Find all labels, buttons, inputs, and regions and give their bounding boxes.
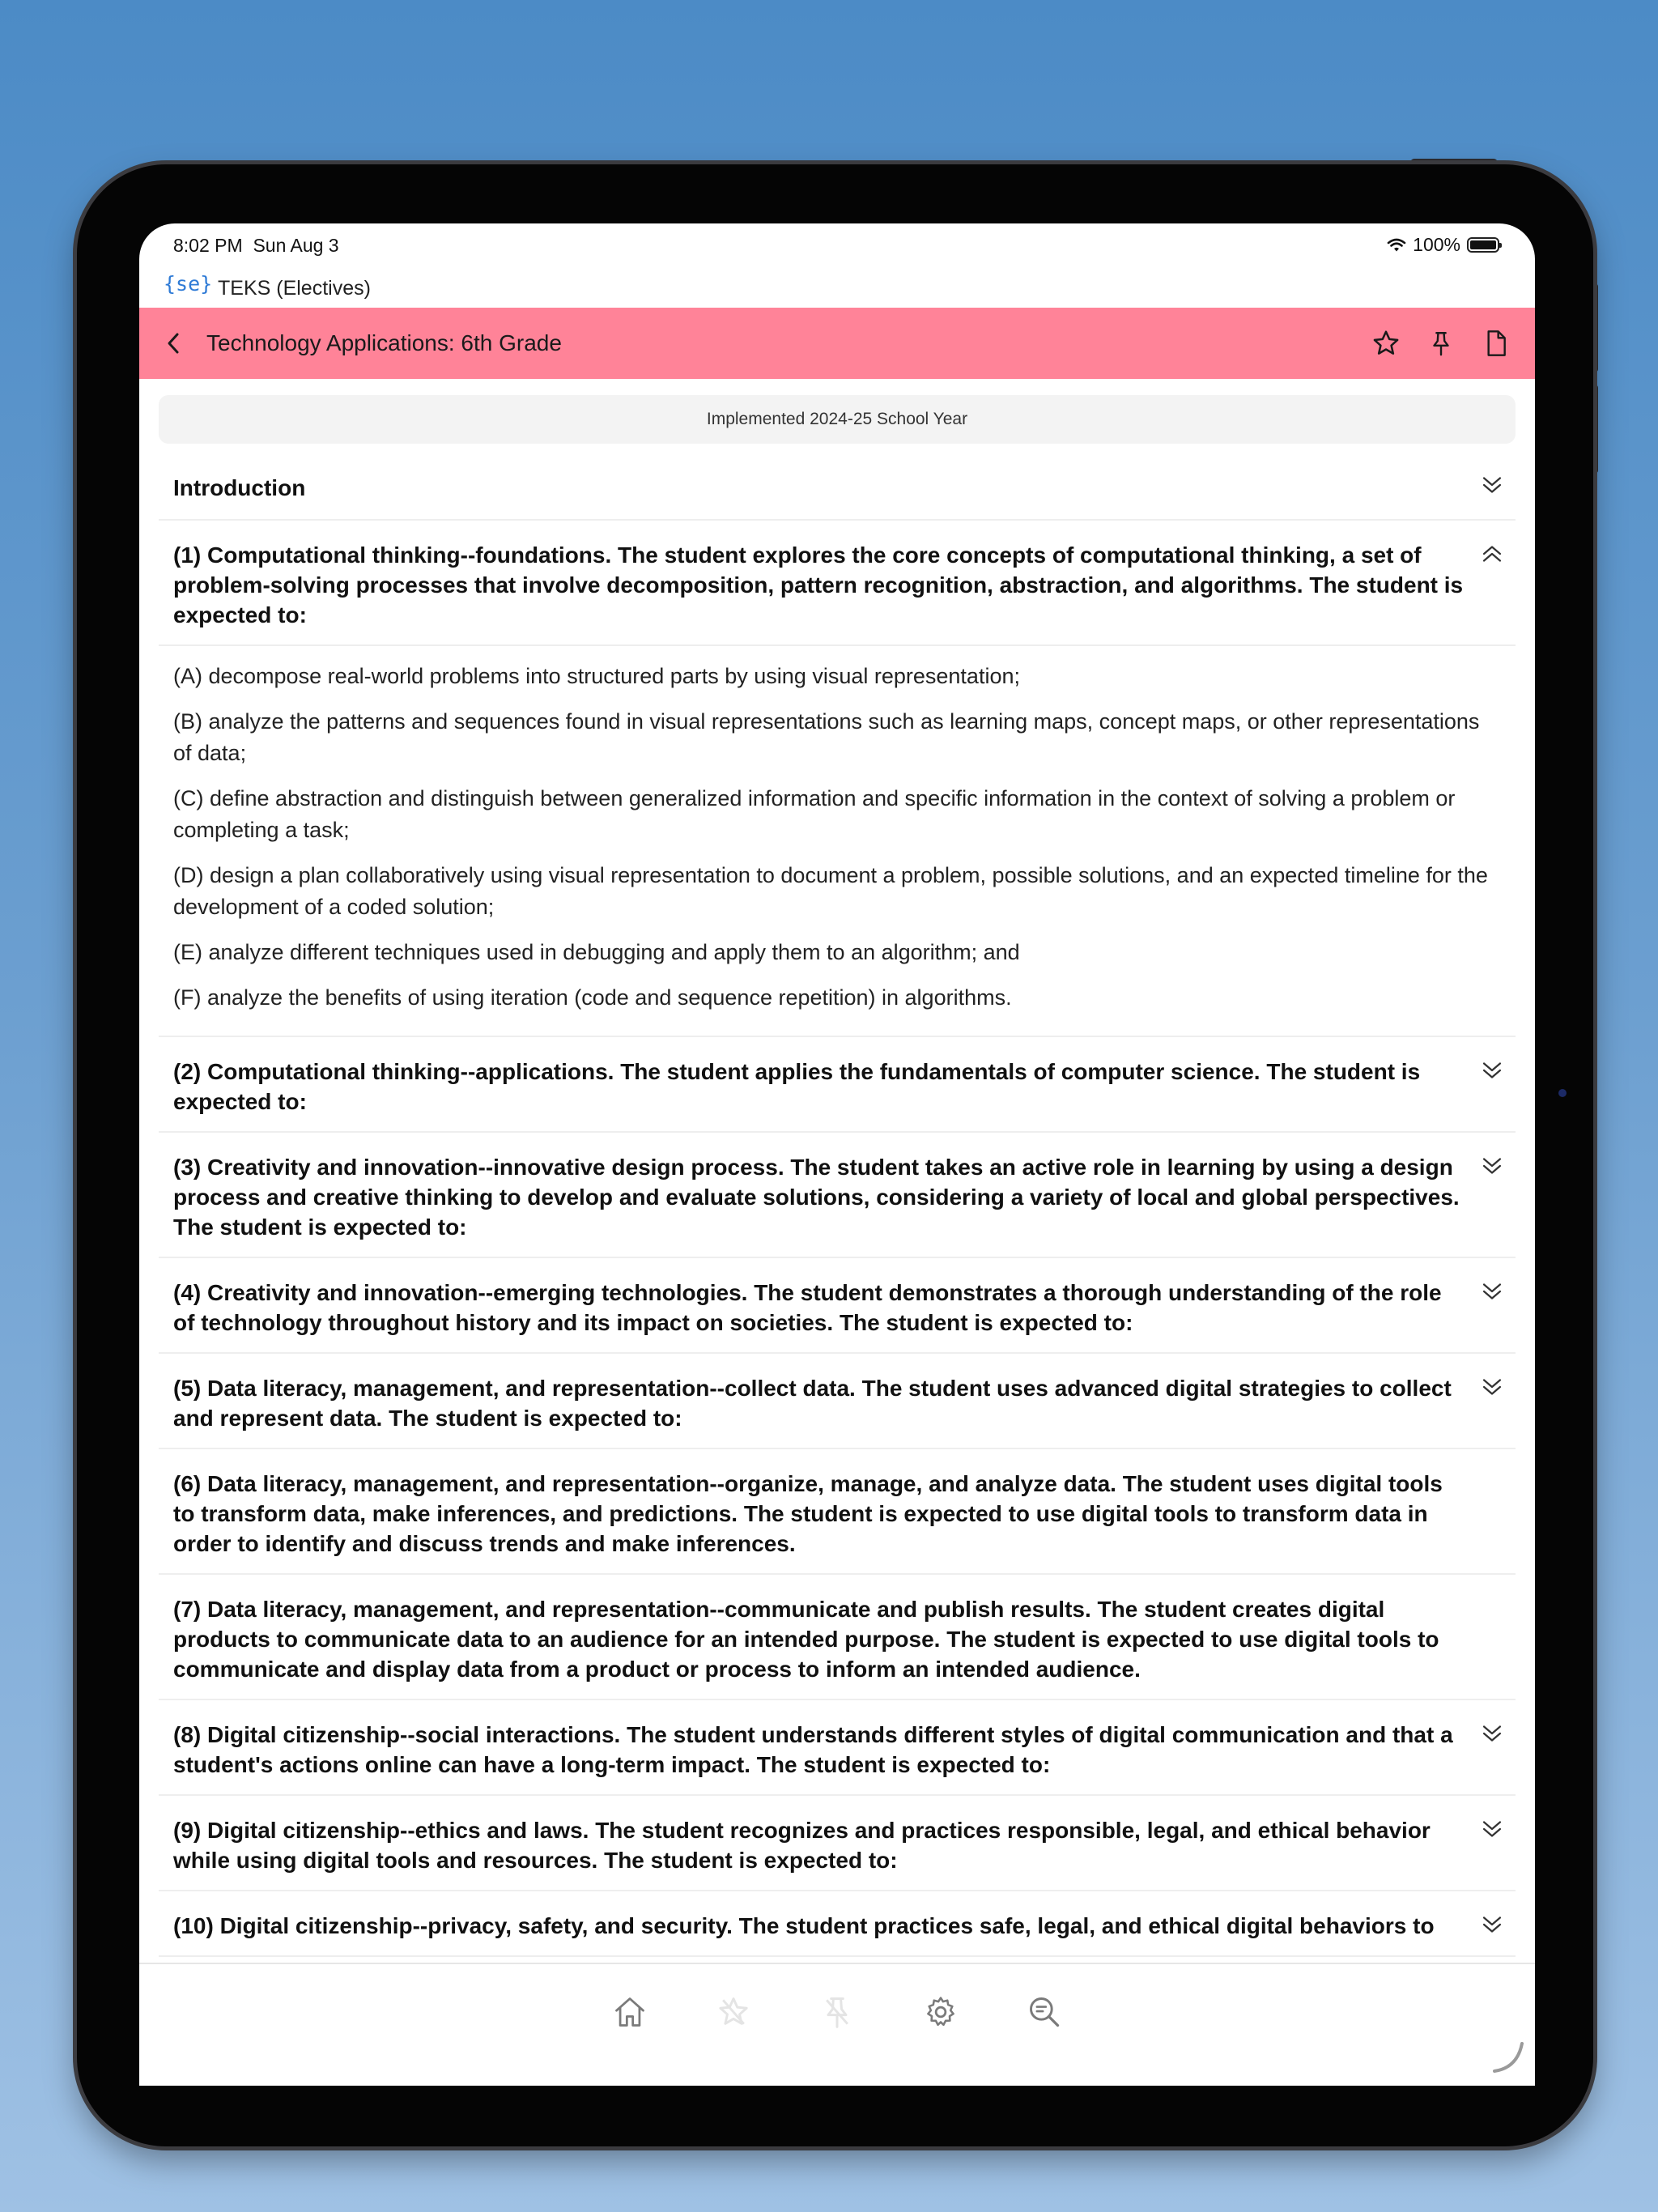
page-title: Technology Applications: 6th Grade <box>206 330 562 355</box>
pin-icon <box>1427 329 1455 358</box>
section-2[interactable] <box>159 1037 1516 1133</box>
standard-item[interactable]: (A) decompose real-world problems into structured parts by using visual representation; <box>173 664 1020 688</box>
back-chevron-icon <box>165 331 181 355</box>
tab-home[interactable] <box>611 1993 648 2031</box>
camera <box>1558 1089 1567 1097</box>
corner-indicator <box>1486 2035 1527 2076</box>
chevron-down-icon[interactable] <box>1478 1373 1506 1401</box>
section-title: (5) Data literacy, management, and representation--collect data. The student uses advanced digital strategies to collect and represent data. The student is expected to: <box>173 1376 1452 1431</box>
settings-gear-icon <box>923 1994 959 2030</box>
standard-item[interactable]: (D) design a plan collaboratively using visual representation to document a problem, possible solutions, and an expected timeline for the development of a coded solution; <box>173 863 1488 919</box>
tab-settings[interactable] <box>922 1993 959 2031</box>
pins-icon <box>819 1994 855 2030</box>
screen <box>139 223 1535 2086</box>
section-title: (6) Data literacy, management, and representation--organize, manage, and analyze data. The student uses digital tools to transform data, make inferences, and predictions. The student is expected to use digital tools to transform data in order to identify and discuss trends and make inferences. <box>173 1471 1443 1556</box>
tab-favorites[interactable] <box>715 1993 752 2031</box>
tab-bar-items <box>139 1993 1535 2031</box>
tab-bar <box>139 1963 1535 2086</box>
section-title: (1) Computational thinking--foundations. The student explores the core concepts of computational thinking, a set of problem-solving processes that involve decomposition, pattern recognition, abstraction, and algorithms. The student is expected to: <box>173 542 1464 627</box>
section-8[interactable] <box>159 1700 1516 1796</box>
status-bar <box>139 223 1535 264</box>
chevron-up-icon[interactable] <box>1478 540 1506 568</box>
nav-actions <box>1368 325 1514 361</box>
section-4[interactable] <box>159 1258 1516 1354</box>
wifi-icon <box>1387 238 1406 253</box>
search-icon <box>1027 1994 1062 2030</box>
standard-item[interactable]: (B) analyze the patterns and sequences found in visual representations such as learning maps, concept maps, or other representations of data; <box>173 709 1480 765</box>
tab-search[interactable] <box>1026 1993 1063 2031</box>
section-9[interactable] <box>159 1796 1516 1891</box>
status-date: Sun Aug 3 <box>253 235 339 256</box>
nav-bar <box>139 308 1535 379</box>
tab-pins[interactable] <box>818 1993 856 2031</box>
section-1-items <box>159 646 1516 1037</box>
chevron-down-icon[interactable] <box>1478 1057 1506 1084</box>
standards-list[interactable] <box>139 379 1535 1938</box>
section-title: (9) Digital citizenship--ethics and laws. The student recognizes and practices responsible, legal, and ethical behavior while using digital tools and resources. The student is expected to: <box>173 1818 1431 1873</box>
section-title: (7) Data literacy, management, and representation--communicate and publish results. The student creates digital products to communicate data to an audience for an intended purpose. The student is expected to use digital tools to communicate and display data from a product or process to inform an intended audience. <box>173 1597 1439 1682</box>
section-3[interactable] <box>159 1133 1516 1258</box>
star-icon <box>1371 329 1401 358</box>
document-button[interactable] <box>1478 325 1514 361</box>
app-name[interactable]: TEKS (Electives) <box>218 277 371 300</box>
section-title: (8) Digital citizenship--social interactions. The student understands different styles of digital communication and that a student's actions online can have a long-term impact. The student is expected to: <box>173 1722 1453 1777</box>
status-indicators <box>1387 234 1499 256</box>
section-title: (10) Digital citizenship--privacy, safety, and security. The student practices safe, legal, and ethical digital behaviors to <box>173 1913 1435 1938</box>
standard-item[interactable]: (F) analyze the benefits of using iteration (code and sequence repetition) in algorithms. <box>173 985 1012 1010</box>
section-title: (3) Creativity and innovation--innovative design process. The student takes an active role in learning by using a design process and creative thinking to develop and evaluate solutions, considering a variety of local and global perspectives. The student is expected to: <box>173 1155 1460 1240</box>
battery-icon <box>1467 237 1499 253</box>
app-logo[interactable]: {se} <box>164 272 213 296</box>
section-10[interactable] <box>159 1891 1516 1957</box>
implementation-banner: Implemented 2024-25 School Year <box>159 395 1516 444</box>
chevron-down-icon[interactable] <box>1478 1720 1506 1747</box>
home-icon <box>612 1994 648 2030</box>
section-7[interactable] <box>159 1575 1516 1700</box>
status-clock: 8:02 PM <box>173 235 243 256</box>
chevron-down-icon[interactable] <box>1478 1815 1506 1843</box>
document-icon <box>1483 329 1509 358</box>
chevron-down-icon[interactable] <box>1478 1152 1506 1180</box>
section-title: Introduction <box>173 475 306 500</box>
battery-percent: 100% <box>1413 234 1460 255</box>
section-6[interactable] <box>159 1449 1516 1575</box>
pin-button[interactable] <box>1423 325 1459 361</box>
standard-item[interactable]: (C) define abstraction and distinguish between generalized information and specific information in the context of solving a problem or completing a task; <box>173 786 1456 842</box>
section-1[interactable] <box>159 521 1516 646</box>
section-5[interactable] <box>159 1354 1516 1449</box>
back-button[interactable] <box>157 325 189 361</box>
status-time <box>173 235 339 257</box>
favorite-button[interactable] <box>1368 325 1404 361</box>
chevron-down-icon[interactable] <box>1478 471 1506 499</box>
app-bar <box>139 264 1535 308</box>
favorites-icon <box>716 1994 751 2030</box>
chevron-down-icon[interactable] <box>1478 1278 1506 1305</box>
standard-item[interactable]: (E) analyze different techniques used in debugging and apply them to an algorithm; and <box>173 940 1020 964</box>
chevron-down-icon[interactable] <box>1478 1911 1506 1938</box>
section-title: (2) Computational thinking--applications. The student applies the fundamentals of computer science. The student is expected to: <box>173 1059 1421 1114</box>
section-introduction[interactable] <box>159 444 1516 521</box>
section-title: (4) Creativity and innovation--emerging technologies. The student demonstrates a thorough understanding of the role of technology throughout history and its impact on societies. The student is expected to: <box>173 1280 1442 1335</box>
